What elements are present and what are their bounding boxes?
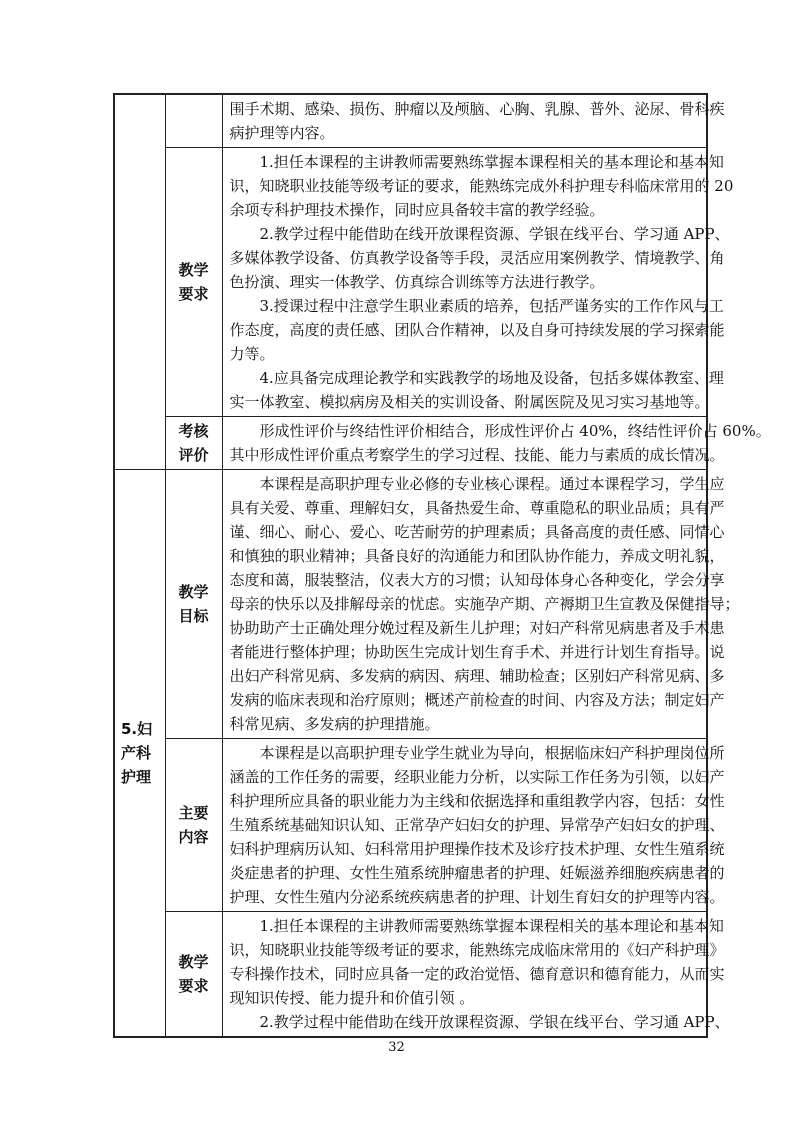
paragraph-line: 具有关爱、尊重、理解妇女，具备热爱生命、尊重隐私的职业品质；具有严 — [229, 499, 725, 517]
row-label: 教学 — [178, 583, 209, 601]
course-name-line: 5.妇 — [121, 720, 153, 738]
row-label: 教学 — [178, 953, 209, 971]
paragraph-line: 态度和蔼，服装整洁，仪表大方的习惯；认知母体身心各种变化，学会分享 — [229, 571, 725, 589]
paragraph-line: 科常见病、多发病的护理措施。 — [229, 715, 440, 733]
row-label: 主要 — [178, 804, 209, 822]
row-label: 要求 — [178, 285, 209, 303]
paragraph-line: 力等。 — [229, 345, 275, 363]
paragraph-line: 协助助产士正确处理分娩过程及新生儿护理；对妇产科常见病患者及手术患 — [229, 619, 725, 637]
paragraph-line: 母亲的快乐以及排解母亲的忧虑。实施孕产期、产褥期卫生宣教及保健指导； — [229, 595, 740, 613]
row-label: 内容 — [178, 828, 209, 846]
paragraph-line: 生殖系统基础知识认知、正常孕产妇妇女的护理、异常孕产妇妇女的护理、 — [229, 816, 725, 834]
course-name-cell — [114, 470, 165, 1038]
course-name-line: 产科 — [121, 744, 152, 762]
row-content — [222, 417, 771, 470]
paragraph-line: 专科操作技术，同时应具备一定的政治觉悟、德育意识和德育能力，从而实 — [229, 965, 725, 983]
paragraph-line: 发病的临床表现和治疗原则；概述产前检查的时间、内容及方法；制定妇产 — [229, 691, 725, 709]
row-label: 评价 — [178, 446, 209, 464]
paragraph-line: 识，知晓职业技能等级考证的要求，能熟练完成临床常用的《妇产科护理》 — [229, 941, 725, 959]
paragraph-line: 者能进行整体护理；协助医生完成计划生育手术、并进行计划生育指导。说 — [229, 643, 725, 661]
paragraph-line: 3.授课过程中注意学生职业素质的培养，包括严谨务实的工作作风与工 — [259, 297, 724, 315]
paragraph-line: 其中形成性评价重点考察学生的学习过程、技能、能力与素质的成长情况。 — [229, 446, 725, 464]
table-row — [114, 148, 707, 417]
paragraph-line: 本课程是以高职护理专业学生就业为导向，根据临床妇产科护理岗位所 — [259, 744, 725, 762]
row-label-cell — [165, 417, 222, 470]
table-row — [114, 739, 707, 912]
paragraph-line: 1.担任本课程的主讲教师需要熟练掌握本课程相关的基本理论和基本知 — [259, 917, 724, 935]
row-content — [222, 148, 734, 417]
row-content — [222, 739, 725, 912]
paragraph-line: 形成性评价与终结性评价相结合，形成性评价占 40%，终结性评价占 60%。 — [259, 422, 771, 440]
course-name-line: 护理 — [121, 768, 152, 786]
paragraph-line: 余项专科护理技术操作，同时应具备较丰富的教学经验。 — [229, 201, 605, 219]
row-label: 考核 — [178, 422, 209, 440]
paragraph-line: 围手术期、感染、损伤、肿瘤以及颅脑、心胸、乳腺、普外、泌尿、骨科疾 — [229, 100, 725, 118]
row-label-cell — [165, 148, 222, 417]
paragraph-line: 涵盖的工作任务的需要，经职业能力分析，以实际工作任务为引领，以妇产 — [229, 768, 725, 786]
row-label-cell — [165, 739, 222, 912]
row-label: 要求 — [178, 977, 209, 995]
paragraph-line: 炎症患者的护理、女性生殖系统肿瘤患者的护理、妊娠滋养细胞疾病患者的 — [229, 864, 725, 882]
course-cell-prev — [114, 94, 165, 470]
paragraph-line: 护理、女性生殖内分泌系统疾病患者的护理、计划生育妇女的护理等内容。 — [229, 888, 725, 906]
paragraph-line: 本课程是高职护理专业必修的专业核心课程。通过本课程学习，学生应 — [259, 475, 725, 493]
row-content — [222, 94, 725, 148]
table-row — [114, 94, 707, 148]
row-label-cell — [165, 94, 222, 148]
paragraph-line: 作态度，高度的责任感、团队合作精神，以及自身可持续发展的学习探索能 — [229, 321, 725, 339]
page-number: 32 — [388, 1040, 405, 1055]
paragraph-line: 科护理所应具备的职业能力为主线和依据选择和重组教学内容，包括：女性 — [229, 792, 725, 810]
row-content — [222, 912, 730, 1038]
paragraph-line: 病护理等内容。 — [229, 124, 335, 142]
paragraph-line: 2.教学过程中能借助在线开放课程资源、学银在线平台、学习通 APP、 — [259, 1013, 730, 1031]
paragraph-line: 2.教学过程中能借助在线开放课程资源、学银在线平台、学习通 APP、 — [259, 225, 730, 243]
table-row — [114, 912, 707, 1038]
paragraph-line: 4.应具备完成理论教学和实践教学的场地及设备，包括多媒体教室、理 — [259, 369, 724, 387]
paragraph-line: 现知识传授、能力提升和价值引领 。 — [229, 989, 475, 1007]
row-label-cell — [165, 912, 222, 1038]
paragraph-line: 识，知晓职业技能等级考证的要求，能熟练完成外科护理专科临床常用的 20 — [229, 177, 734, 195]
paragraph-line: 谨、细心、耐心、爱心、吃苦耐劳的护理素质；具备高度的责任感、同情心 — [229, 523, 725, 541]
paragraph-line: 实一体教室、模拟病房及相关的实训设备、附属医院及见习实习基地等。 — [229, 393, 710, 411]
course-table — [113, 93, 771, 1038]
paragraph-line: 和慎独的职业精神；具备良好的沟通能力和团队协作能力，养成文明礼貌， — [229, 547, 725, 565]
table-row — [114, 470, 707, 739]
table-row — [114, 417, 707, 470]
row-content — [222, 470, 740, 739]
paragraph-line: 妇科护理病历认知、妇科常用护理操作技术及诊疗技术护理、女性生殖系统 — [229, 840, 725, 858]
row-label: 目标 — [178, 607, 209, 625]
paragraph-line: 1.担任本课程的主讲教师需要熟练掌握本课程相关的基本理论和基本知 — [259, 153, 724, 171]
paragraph-line: 出妇产科常见病、多发病的病因、病理、辅助检查；区别妇产科常见病、多 — [229, 667, 725, 685]
paragraph-line: 多媒体教学设备、仿真教学设备等手段，灵活应用案例教学、情境教学、角 — [229, 249, 725, 267]
row-label: 教学 — [178, 261, 209, 279]
paragraph-line: 色扮演、理实一体教学、仿真综合训练等方法进行教学。 — [229, 273, 605, 291]
row-label-cell — [165, 470, 222, 739]
